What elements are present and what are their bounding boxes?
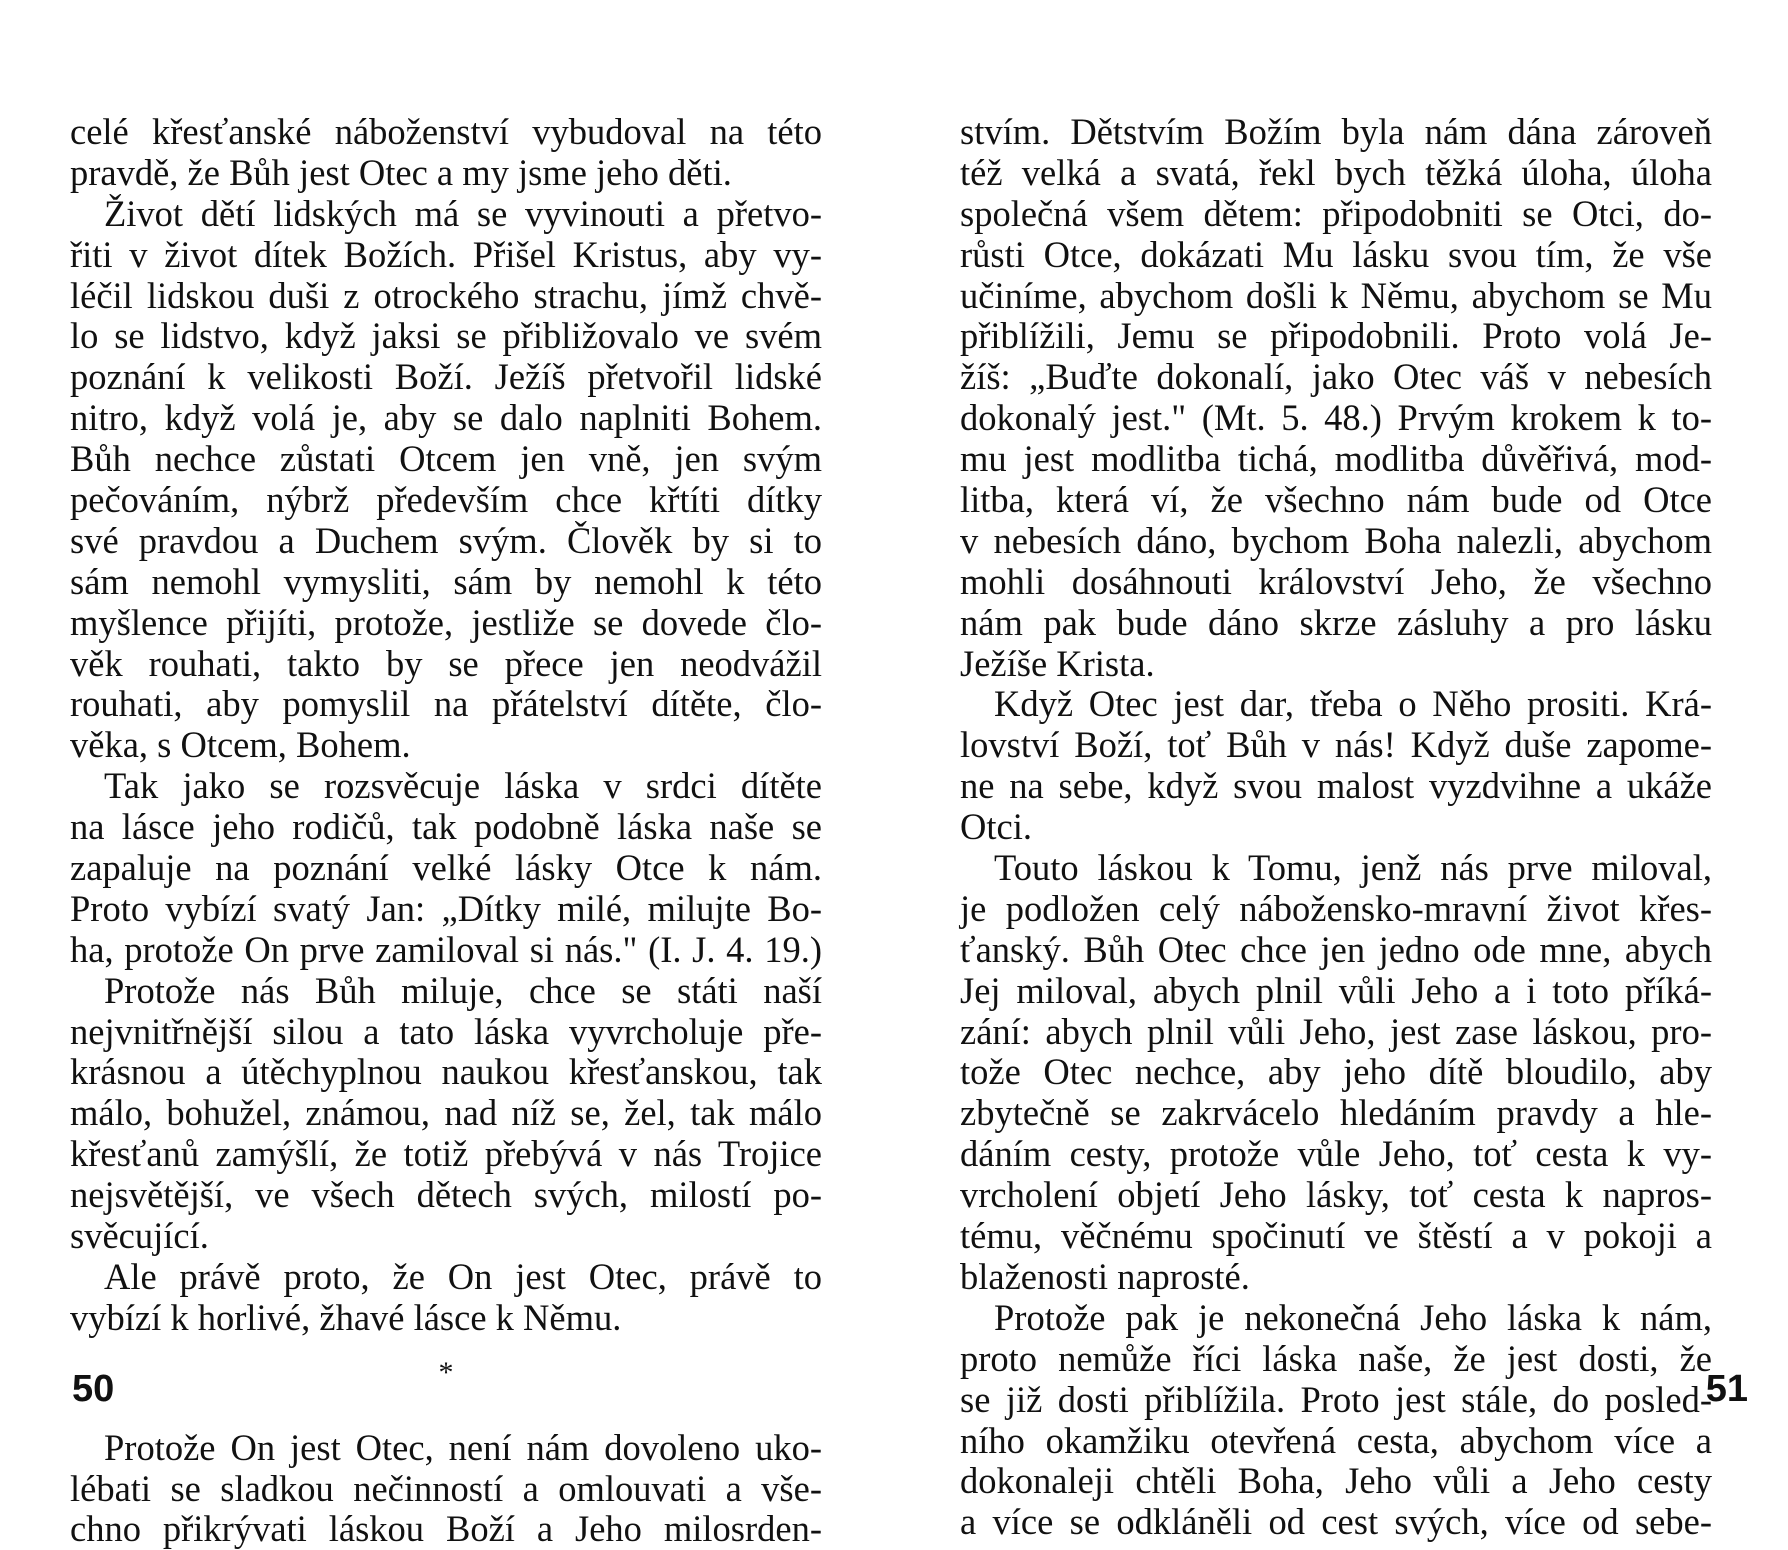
text-line: společná všem dětem: připodobniti se Otci, do- [960,192,1712,234]
text-line: léčil lidskou duši z otrockého strachu, jímž chvě- [70,274,822,316]
text-line: litba, která ví, že všechno nám bude od Otce [960,479,1712,521]
text-line: lébati se sladkou nečinností a omlouvati a vše- [70,1467,822,1509]
text-line: Ježíše Krista. [960,642,1155,684]
text-line: poznání k velikosti Boží. Ježíš přetvořil lidské [70,356,822,398]
left-text-after-separator [70,1428,822,1550]
text-line: krásnou a útěchyplnou naukou křesťanskou, tak [70,1051,822,1093]
text-line: dokonaleji chtěli Boha, Jeho vůli a Jeho cesty [960,1460,1712,1502]
text-line: dáním cesty, protože vůle Jeho, toť cesta k vy- [960,1133,1712,1175]
left-text-before-separator [70,112,822,1339]
text-line: stvím. Dětstvím Božím byla nám dána zároveň [960,111,1712,152]
text-line: ťanský. Bůh Otec chce jen jedno ode mne, abych [960,928,1712,970]
text-line: žíš: „Buďte dokonalí, jako Otec váš v nebesích [960,356,1712,398]
text-line: lo se lidstvo, když jaksi se přibližovalo ve svém [70,315,822,357]
right-page-text [960,112,1712,1543]
text-line: věka, s Otcem, Bohem. [70,724,411,766]
left-page-text [70,112,822,1550]
text-line: své pravdou a Duchem svým. Člověk by si to [70,519,822,561]
text-line: vybízí k horlivé, žhavé lásce k Němu. [70,1296,622,1338]
right-text [960,112,1712,1543]
text-line: pravdě, že Bůh jest Otec a my jsme jeho děti. [70,151,732,193]
text-line: Otci. [960,806,1032,848]
text-line: křesťanů zamýšlí, že totiž přebývá v nás Trojice [70,1133,822,1175]
text-line: mohli dosáhnouti království Jeho, že všechno [960,560,1712,602]
text-line: tože Otec nechce, aby jeho dítě bloudilo, aby [960,1051,1712,1093]
text-line: nejvnitřnější silou a tato láska vyvrcholuje pře- [70,1010,822,1052]
page-number: 50 [72,1368,115,1410]
text-line: blaženosti naprosté. [960,1255,1250,1297]
text-line: Protože pak je nekonečná Jeho láska k nám, [994,1296,1712,1338]
text-line: sám nemohl vymysliti, sám by nemohl k této [70,560,822,602]
text-line: Ale právě proto, že On jest Otec, právě to [104,1255,822,1297]
text-line: zání: abych plnil vůli Jeho, jest zase láskou, pro- [960,1010,1712,1052]
text-line: proto nemůže říci láska naše, že jest dosti, že [960,1337,1712,1379]
text-line: Protože On jest Otec, není nám dovoleno uko- [104,1426,822,1468]
text-line: též velká a svatá, řekl bych těžká úloha, úloha [960,151,1712,193]
text-line: chno přikrývati láskou Boží a Jeho milosrden- [70,1508,822,1550]
text-line: mu jest modlitba tichá, modlitba důvěřivá, mod- [960,438,1712,480]
text-line: rouhati, aby pomyslil na přátelství dítěte, člo- [70,683,822,725]
text-line: Bůh nechce zůstati Otcem jen vně, jen svým [70,438,822,480]
text-line: tému, věčnému spočinutí ve štěstí a v pokoji a [960,1215,1712,1257]
text-line: myšlence přijíti, protože, jestliže se dovede člo- [70,601,822,643]
text-line: Touto láskou k Tomu, jenž nás prve miloval, [994,847,1712,889]
text-line: lovství Boží, toť Bůh v nás! Když duše zapome- [960,724,1712,766]
text-line: nejsvětější, ve všech dětech svých, milostí po- [70,1174,822,1216]
text-line: Když Otec jest dar, třeba o Něho prositi. Krá- [994,683,1712,725]
text-line: Proto vybízí svatý Jan: „Dítky milé, milujte Bo- [70,887,822,929]
text-line: málo, bohužel, známou, nad níž se, žel, tak málo [70,1092,822,1134]
text-line: nitro, když volá je, aby se dalo naplniti Bohem. [70,397,822,439]
text-line: věk rouhati, takto by se přece jen neodvážil [70,642,822,684]
text-line: Život dětí lidských má se vyvinouti a přetvo- [104,192,822,234]
text-line: řiti v život dítek Božích. Přišel Kristus, aby vy- [70,233,822,275]
page-number: 51 [1705,1368,1748,1410]
text-line: zapaluje na poznání velké lásky Otce k nám. [70,847,822,889]
text-line: a více se odkláněli od cest svých, více od sebe- [960,1501,1712,1543]
text-line: je podložen celý nábožensko-mravní život křes- [960,887,1712,929]
text-line: ne na sebe, když svou malost vyzdvihne a ukáže [960,765,1712,807]
text-line: Tak jako se rozsvěcuje láska v srdci dítěte [104,765,822,807]
text-line: svěcující. [70,1215,209,1257]
text-line: pečováním, nýbrž především chce křtíti dítky [70,479,822,521]
text-line: vrcholení objetí Jeho lásky, toť cesta k napros- [960,1174,1712,1216]
text-line: dokonalý jest." (Mt. 5. 48.) Prvým krokem k to- [960,397,1712,439]
text-line: nám pak bude dáno skrze zásluhy a pro lásku [960,601,1712,643]
text-line: Jej miloval, abych plnil vůli Jeho a i toto příká- [960,969,1712,1011]
text-line: Protože nás Bůh miluje, chce se státi naší [104,969,822,1011]
text-line: růsti Otce, dokázati Mu lásku svou tím, že vše [960,233,1712,275]
text-line: celé křesťanské náboženství vybudoval na této [70,111,822,152]
text-line: zbytečně se zakrvácelo hledáním pravdy a hle- [960,1092,1712,1134]
right-page [894,0,1788,1543]
text-line: se již dosti přiblížila. Proto jest stále, do posled- [960,1378,1712,1420]
section-separator: * [438,1355,454,1389]
text-line: ha, protože On prve zamiloval si nás." (I. J. 4. 19.) [70,928,822,970]
text-line: ního okamžiku otevřená cesta, abychom více a [960,1419,1712,1461]
text-line: na lásce jeho rodičů, tak podobně láska naše se [70,806,822,848]
text-line: učiníme, abychom došli k Němu, abychom se Mu [960,274,1712,316]
text-line: přiblížili, Jemu se připodobnili. Proto volá Je- [960,315,1712,357]
text-line: v nebesích dáno, bychom Boha nalezli, abychom [960,519,1712,561]
